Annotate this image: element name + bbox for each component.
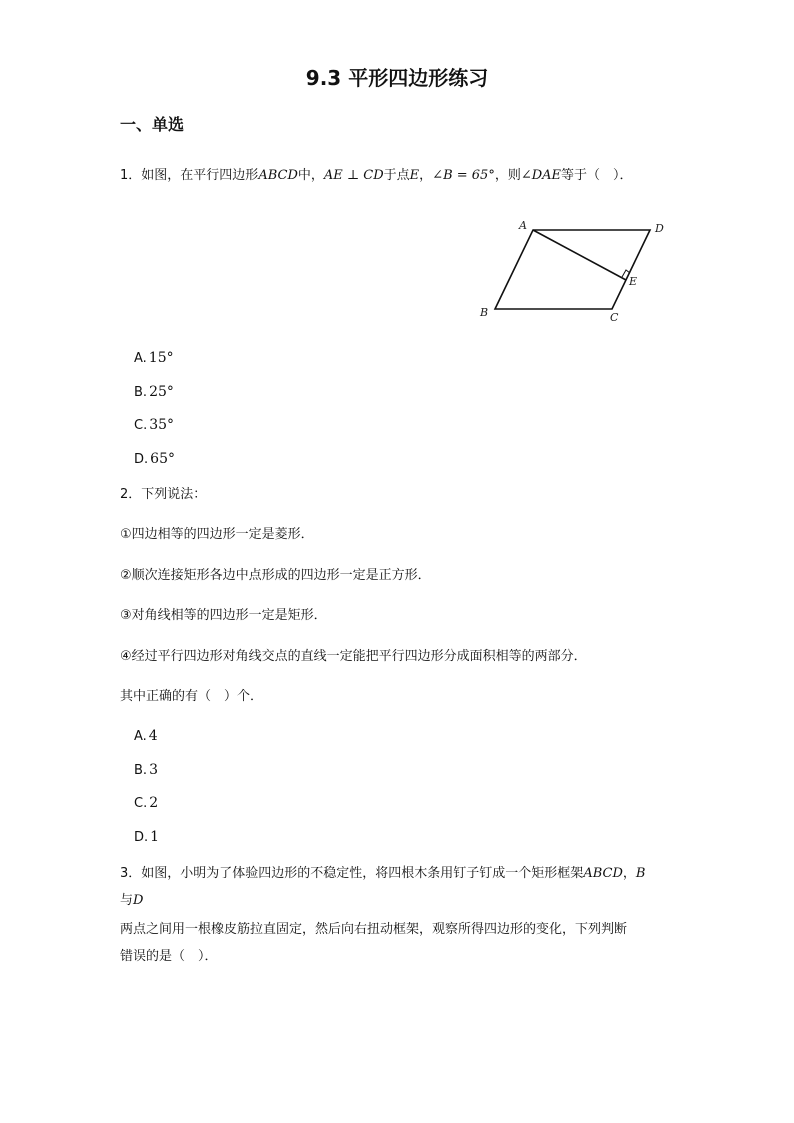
question-3-line-3: 两点之间用一根橡皮筋拉直固定，然后向右扭动框架，观察所得四边形的变化，下列判断 xyxy=(120,922,628,937)
math-expression: B xyxy=(635,866,646,881)
option-b[interactable] xyxy=(134,762,158,778)
math-expression: AE ⊥ CD xyxy=(323,168,384,183)
question-text: ， xyxy=(419,168,433,183)
question-text: 等于（ ）． xyxy=(561,168,633,183)
question-text: 与 xyxy=(120,893,134,908)
statement-2: ②顺次连接矩形各边中点形成的四边形一定是正方形． xyxy=(120,568,431,583)
question-text: 下列说法： xyxy=(141,487,207,502)
option-d[interactable] xyxy=(134,451,175,467)
question-3-stem xyxy=(120,862,645,881)
statement-3: ③对角线相等的四边形一定是矩形． xyxy=(120,608,327,623)
option-letter: D. xyxy=(134,452,149,467)
option-letter: A. xyxy=(134,729,147,744)
math-expression: E xyxy=(409,168,420,183)
math-expression: ABCD xyxy=(583,866,623,881)
parallelogram-abcd xyxy=(495,230,650,309)
option-value: 1 xyxy=(150,829,160,845)
question-text: ， xyxy=(622,866,636,881)
question-3-line-2 xyxy=(120,889,143,908)
label-b: B xyxy=(480,306,489,319)
option-a[interactable] xyxy=(134,350,174,366)
question-text: 如图，在平行四边形 xyxy=(141,168,259,183)
option-c[interactable] xyxy=(134,417,174,433)
question-separator: ． xyxy=(128,866,142,881)
option-b[interactable] xyxy=(134,384,174,400)
option-c[interactable] xyxy=(134,795,158,811)
option-letter: C. xyxy=(134,418,148,433)
label-a: A xyxy=(519,219,527,232)
statement-1: ①四边相等的四边形一定是菱形． xyxy=(120,527,314,542)
option-value: 4 xyxy=(148,728,158,744)
segment-ae xyxy=(533,230,626,280)
question-3-line-4: 错误的是（ ）． xyxy=(120,949,218,964)
page-title: 9.3 平形四边形练习 xyxy=(305,66,489,90)
option-letter: A. xyxy=(134,351,147,366)
option-value: 65° xyxy=(150,451,175,467)
section-heading: 一、单选 xyxy=(120,115,185,134)
option-value: 35° xyxy=(149,417,175,433)
statement-4: ④经过平行四边形对角线交点的直线一定能把平行四边形分成面积相等的两部分． xyxy=(120,649,587,664)
option-letter: D. xyxy=(134,830,149,845)
option-d[interactable] xyxy=(134,829,159,845)
question-separator: ． xyxy=(128,487,142,502)
label-e: E xyxy=(629,275,638,288)
question-1-stem xyxy=(120,164,633,183)
question-text: ，则 xyxy=(494,168,521,183)
option-value: 15° xyxy=(148,350,174,366)
question-2-prompt: 其中正确的有（ ）个． xyxy=(120,689,264,704)
label-c: C xyxy=(610,311,619,323)
question-text: 中， xyxy=(297,168,324,183)
question-number: 2 xyxy=(120,487,129,502)
question-separator: ． xyxy=(128,168,142,183)
math-expression: D xyxy=(133,893,144,908)
option-value: 2 xyxy=(149,795,159,811)
math-expression: ∠B = 65° xyxy=(432,168,495,183)
option-letter: B. xyxy=(134,763,148,778)
question-2-stem xyxy=(120,483,206,502)
math-expression: ABCD xyxy=(258,168,298,183)
math-expression: ∠DAE xyxy=(520,168,562,183)
option-value: 25° xyxy=(149,384,174,400)
question-text: 于点 xyxy=(383,168,410,183)
option-value: 3 xyxy=(149,762,158,778)
question-number: 3 xyxy=(120,866,129,881)
option-letter: B. xyxy=(134,385,148,400)
question-text: 如图，小明为了体验四边形的不稳定性，将四根木条用钉子钉成一个矩形框架 xyxy=(141,866,584,881)
option-letter: C. xyxy=(134,796,148,811)
question-number: 1 xyxy=(120,168,129,183)
option-a[interactable] xyxy=(134,728,158,744)
label-d: D xyxy=(655,222,664,235)
parallelogram-figure xyxy=(470,213,670,323)
